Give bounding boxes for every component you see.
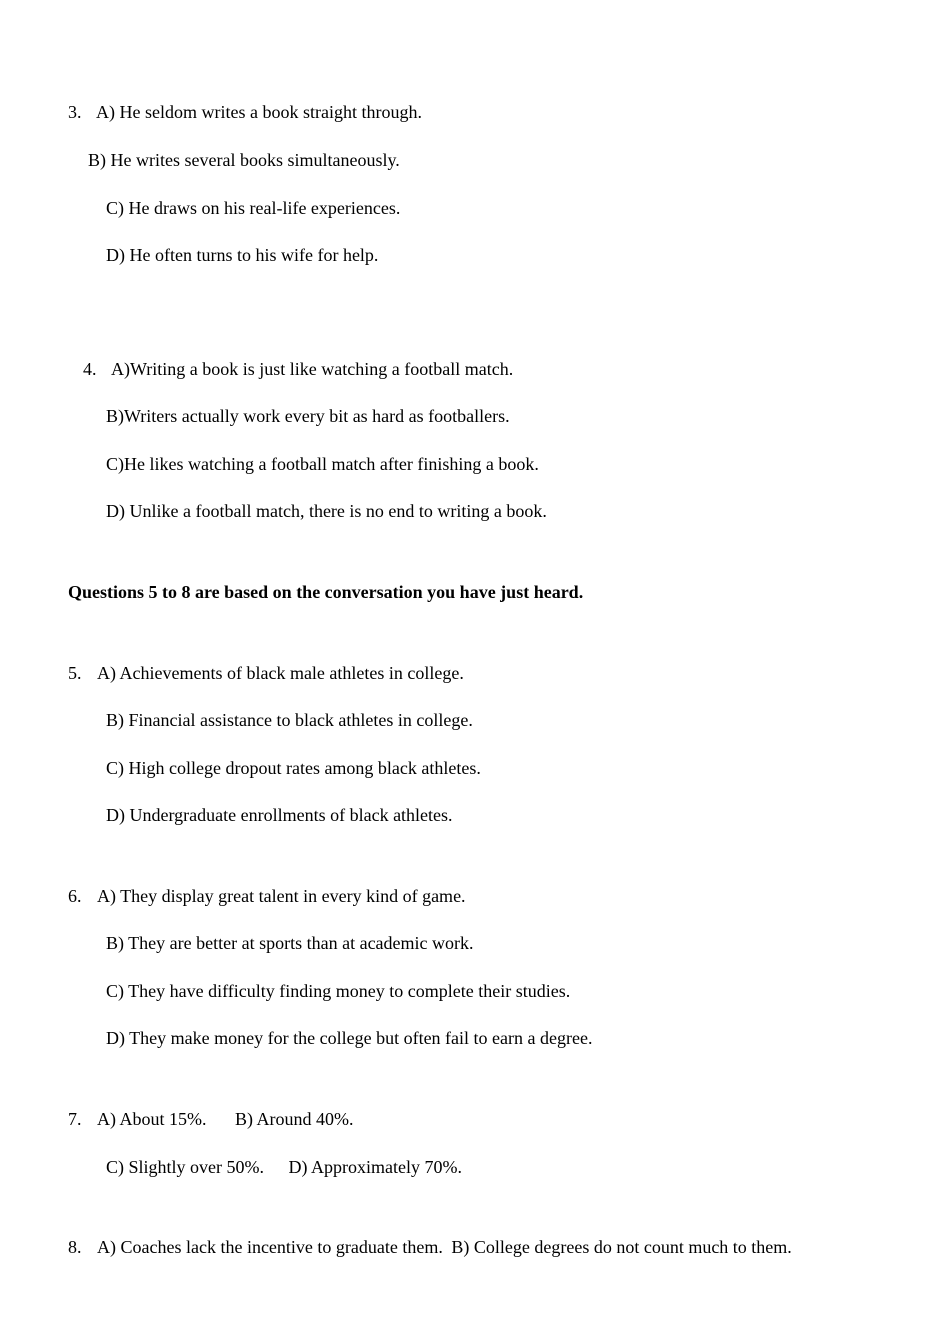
- question-4-option-d: D) Unlike a football match, there is no end to writing a book.: [106, 501, 547, 521]
- question-7-row-1: [68, 1108, 354, 1130]
- question-8-row-1: [68, 1236, 792, 1258]
- question-4-number: 4.: [83, 359, 97, 379]
- question-6-option-d: D) They make money for the college but often fail to earn a degree.: [106, 1028, 593, 1048]
- question-5-option-d: D) Undergraduate enrollments of black athletes.: [106, 805, 453, 825]
- question-6-number: 6.: [68, 886, 82, 906]
- question-7-row-2: [106, 1156, 462, 1178]
- question-5-number: 5.: [68, 663, 82, 683]
- question-7-option-b: B) Around 40%.: [235, 1109, 354, 1129]
- question-7-option-d: D) Approximately 70%.: [288, 1157, 462, 1177]
- question-5-option-b: B) Financial assistance to black athletes in college.: [106, 710, 473, 730]
- question-6-option-c: C) They have difficulty finding money to complete their studies.: [106, 981, 571, 1001]
- section-heading: Questions 5 to 8 are based on the conversation you have just heard.: [68, 582, 584, 602]
- question-8-option-b: B) College degrees do not count much to them.: [451, 1237, 792, 1257]
- question-3-number: 3.: [68, 102, 82, 122]
- question-3-option-c: C) He draws on his real-life experiences.: [106, 198, 401, 218]
- question-4-option-a: A)Writing a book is just like watching a football match.: [111, 359, 514, 379]
- question-6-option-b: B) They are better at sports than at academic work.: [106, 933, 474, 953]
- question-5-option-a: A) Achievements of black male athletes in college.: [97, 663, 464, 683]
- question-6-option-a-row: [68, 885, 466, 907]
- question-4-option-a-row: [83, 358, 513, 380]
- question-8-option-a: A) Coaches lack the incentive to graduate them.: [97, 1237, 443, 1257]
- question-5-option-c: C) High college dropout rates among black athletes.: [106, 758, 481, 778]
- question-7-number: 7.: [68, 1109, 82, 1129]
- question-5-option-a-row: [68, 662, 464, 684]
- question-7-option-c: C) Slightly over 50%.: [106, 1157, 264, 1177]
- question-3-option-d: D) He often turns to his wife for help.: [106, 245, 379, 265]
- question-3-option-a-row: [68, 101, 422, 123]
- question-8-number: 8.: [68, 1237, 82, 1257]
- question-4-option-c: C)He likes watching a football match after finishing a book.: [106, 454, 539, 474]
- question-7-option-a: A) About 15%.: [97, 1109, 207, 1129]
- question-3-option-a: A) He seldom writes a book straight through.: [96, 102, 422, 122]
- question-3-option-b: B) He writes several books simultaneously.: [88, 150, 400, 170]
- question-6-option-a: A) They display great talent in every kind of game.: [97, 886, 466, 906]
- question-4-option-b: B)Writers actually work every bit as hard as footballers.: [106, 406, 510, 426]
